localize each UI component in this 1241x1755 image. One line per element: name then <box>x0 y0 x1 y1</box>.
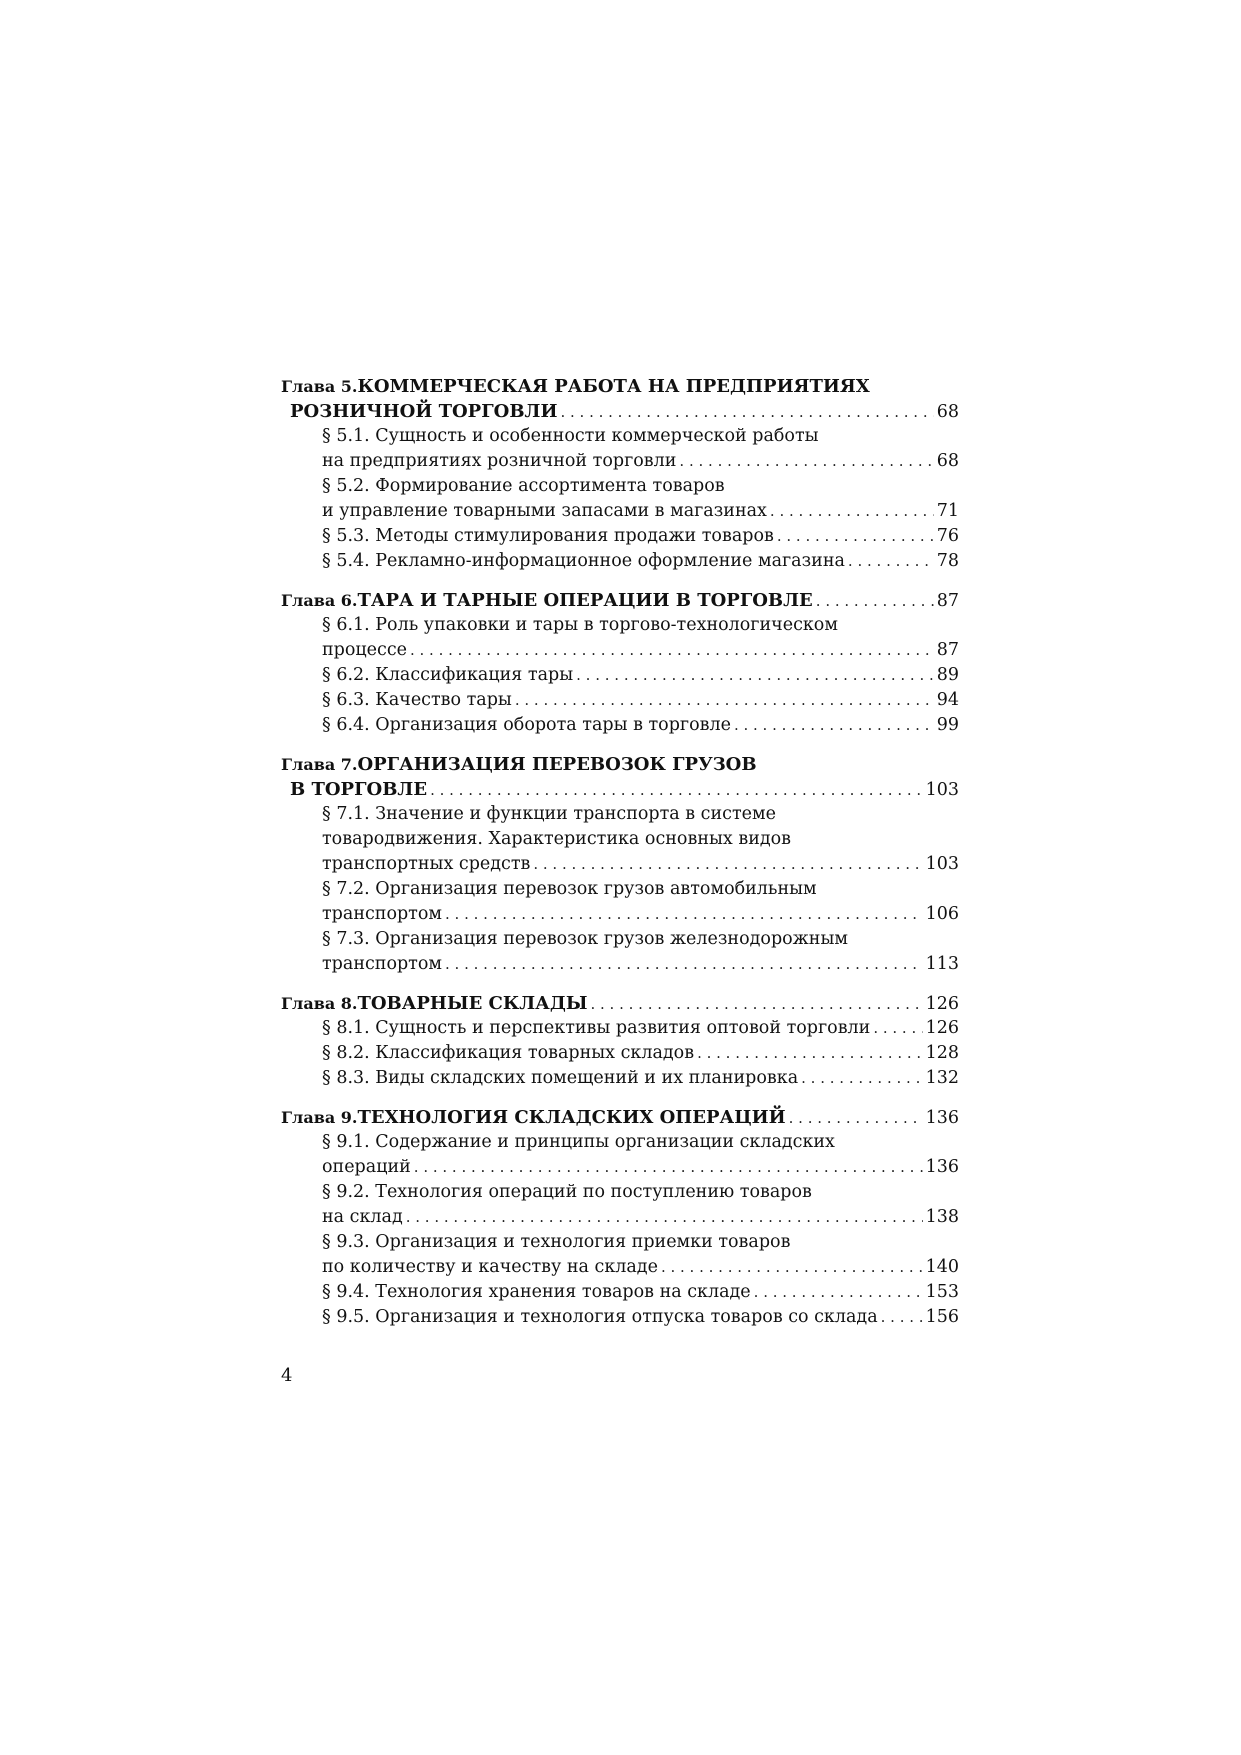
section-title: § 7.1. Значение и функции транспорта в системе <box>322 804 776 824</box>
chapter-page: 103 <box>925 780 959 800</box>
section-title: § 5.4. Рекламно-информационное оформление магазина <box>322 551 845 571</box>
section-page: 94 <box>936 690 959 710</box>
chapter-title: КОММЕРЧЕСКАЯ РАБОТА НА ПРЕДПРИЯТИЯХ <box>357 376 870 397</box>
section-title: транспортом <box>322 954 443 974</box>
section-page: 132 <box>925 1068 959 1088</box>
page-number: 4 <box>281 1365 293 1386</box>
section-entry[interactable] <box>281 1230 959 1255</box>
chapter-prefix: Глава 6. <box>281 591 358 610</box>
chapter-page: 68 <box>936 402 959 422</box>
section-entry[interactable] <box>281 524 959 549</box>
section-page: 106 <box>925 904 959 924</box>
section-page: 136 <box>925 1157 959 1177</box>
section-title: § 9.5. Организация и технология отпуска товаров со склада <box>322 1307 878 1327</box>
section-title: § 6.2. Классификация тары <box>322 665 574 685</box>
section-entry[interactable] <box>281 713 959 738</box>
dot-leader <box>576 663 934 688</box>
dot-leader <box>873 1016 922 1041</box>
section-page: 71 <box>936 501 959 521</box>
dot-leader <box>410 638 934 663</box>
section-page: 87 <box>936 640 959 660</box>
section-entry[interactable] <box>281 449 959 474</box>
section-title: § 8.1. Сущность и перспективы развития оптовой торговли <box>322 1018 871 1038</box>
chapter-entry <box>281 752 959 977</box>
section-title: по количеству и качеству на складе <box>322 1257 658 1277</box>
section-entry[interactable] <box>281 1066 959 1091</box>
dot-leader <box>533 852 922 877</box>
section-entry[interactable] <box>281 1255 959 1280</box>
section-entry[interactable] <box>281 638 959 663</box>
section-title: транспортом <box>322 904 443 924</box>
section-entry[interactable] <box>281 827 959 852</box>
section-page: 156 <box>925 1307 959 1327</box>
chapter-title-continued: В ТОРГОВЛЕ <box>290 779 428 800</box>
chapter-prefix: Глава 9. <box>281 1108 358 1127</box>
dot-leader <box>406 1205 923 1230</box>
section-title: § 9.1. Содержание и принципы организации складских <box>322 1132 835 1152</box>
section-entry[interactable] <box>281 1180 959 1205</box>
dot-leader <box>445 902 923 927</box>
section-page: 76 <box>936 526 959 546</box>
dot-leader <box>560 400 933 425</box>
section-title: § 5.2. Формирование ассортимента товаров <box>322 476 725 496</box>
chapter-heading-continued[interactable] <box>281 777 959 802</box>
chapter-title: ТАРА И ТАРНЫЕ ОПЕРАЦИИ В ТОРГОВЛЕ <box>357 590 813 611</box>
section-page: 103 <box>925 854 959 874</box>
dot-leader <box>777 524 934 549</box>
section-page: 126 <box>925 1018 959 1038</box>
section-entry[interactable] <box>281 613 959 638</box>
section-title: § 9.3. Организация и технология приемки товаров <box>322 1232 791 1252</box>
section-page: 138 <box>925 1207 959 1227</box>
chapter-page: 136 <box>925 1108 959 1128</box>
section-entry[interactable] <box>281 902 959 927</box>
dot-leader <box>430 778 923 803</box>
table-of-contents <box>281 374 959 1344</box>
chapter-entry <box>281 588 959 738</box>
section-title: транспортных средств <box>322 854 531 874</box>
chapter-heading-continued[interactable] <box>281 399 959 424</box>
dot-leader <box>445 952 923 977</box>
dot-leader <box>414 1155 923 1180</box>
chapter-title: ТОВАРНЫЕ СКЛАДЫ <box>357 993 588 1014</box>
chapter-entry <box>281 1105 959 1330</box>
section-entry[interactable] <box>281 1280 959 1305</box>
chapter-heading[interactable] <box>281 588 959 613</box>
section-title: процессе <box>322 640 407 660</box>
section-title: § 6.3. Качество тары <box>322 690 512 710</box>
dot-leader <box>881 1305 923 1330</box>
section-entry[interactable] <box>281 474 959 499</box>
section-title: товародвижения. Характеристика основных видов <box>322 829 792 849</box>
section-entry[interactable] <box>281 424 959 449</box>
dot-leader <box>770 499 934 524</box>
section-title: § 9.2. Технология операций по поступлению товаров <box>322 1182 812 1202</box>
section-title: § 6.1. Роль упаковки и тары в торгово-технологическом <box>322 615 838 635</box>
dot-leader <box>801 1066 922 1091</box>
chapter-page: 126 <box>925 994 959 1014</box>
section-entry[interactable] <box>281 1041 959 1066</box>
section-entry[interactable] <box>281 802 959 827</box>
dot-leader <box>679 449 933 474</box>
chapter-prefix: Глава 7. <box>281 755 358 774</box>
section-title: § 5.3. Методы стимулирования продажи товаров <box>322 526 774 546</box>
dot-leader <box>590 992 922 1017</box>
section-page: 68 <box>936 451 959 471</box>
chapter-prefix: Глава 5. <box>281 377 358 396</box>
chapter-heading[interactable] <box>281 752 959 777</box>
section-title: § 8.2. Классификация товарных складов <box>322 1043 695 1063</box>
section-title: операций <box>322 1157 411 1177</box>
section-entry[interactable] <box>281 499 959 524</box>
section-page: 99 <box>936 715 959 735</box>
chapter-page: 87 <box>936 591 959 611</box>
section-entry[interactable] <box>281 688 959 713</box>
chapter-heading[interactable] <box>281 374 959 399</box>
chapter-title: ОРГАНИЗАЦИЯ ПЕРЕВОЗОК ГРУЗОВ <box>357 754 757 775</box>
section-entry[interactable] <box>281 1305 959 1330</box>
dot-leader <box>789 1106 923 1131</box>
chapter-entry <box>281 991 959 1091</box>
chapter-title-continued: РОЗНИЧНОЙ ТОРГОВЛИ <box>290 401 558 422</box>
section-entry[interactable] <box>281 549 959 574</box>
section-entry[interactable] <box>281 1155 959 1180</box>
section-title: § 7.2. Организация перевозок грузов автомобильным <box>322 879 817 899</box>
section-title: § 6.4. Организация оборота тары в торговле <box>322 715 731 735</box>
section-title: § 7.3. Организация перевозок грузов железнодорожным <box>322 929 848 949</box>
section-page: 78 <box>936 551 959 571</box>
dot-leader <box>734 713 934 738</box>
section-page: 140 <box>925 1257 959 1277</box>
section-entry[interactable] <box>281 852 959 877</box>
dot-leader <box>754 1280 923 1305</box>
chapter-title: ТЕХНОЛОГИЯ СКЛАДСКИХ ОПЕРАЦИЙ <box>357 1107 786 1128</box>
chapter-entry <box>281 374 959 574</box>
section-page: 128 <box>925 1043 959 1063</box>
section-entry[interactable] <box>281 1205 959 1230</box>
section-page: 153 <box>925 1282 959 1302</box>
section-entry[interactable] <box>281 1130 959 1155</box>
section-title: и управление товарными запасами в магазинах <box>322 501 767 521</box>
section-entry[interactable] <box>281 1016 959 1041</box>
dot-leader <box>848 549 934 574</box>
section-title: § 8.3. Виды складских помещений и их планировка <box>322 1068 799 1088</box>
section-title: на предприятиях розничной торговли <box>322 451 677 471</box>
section-page: 89 <box>936 665 959 685</box>
dot-leader <box>816 589 934 614</box>
dot-leader <box>515 688 934 713</box>
section-title: § 5.1. Сущность и особенности коммерческой работы <box>322 426 819 446</box>
chapter-heading[interactable] <box>281 991 959 1016</box>
chapter-heading[interactable] <box>281 1105 959 1130</box>
section-title: § 9.4. Технология хранения товаров на складе <box>322 1282 751 1302</box>
section-page: 113 <box>925 954 959 974</box>
section-entry[interactable] <box>281 927 959 952</box>
section-entry[interactable] <box>281 952 959 977</box>
section-title: на склад <box>322 1207 403 1227</box>
section-entry[interactable] <box>281 877 959 902</box>
chapter-prefix: Глава 8. <box>281 994 358 1013</box>
dot-leader <box>661 1255 923 1280</box>
dot-leader <box>697 1041 923 1066</box>
section-entry[interactable] <box>281 663 959 688</box>
